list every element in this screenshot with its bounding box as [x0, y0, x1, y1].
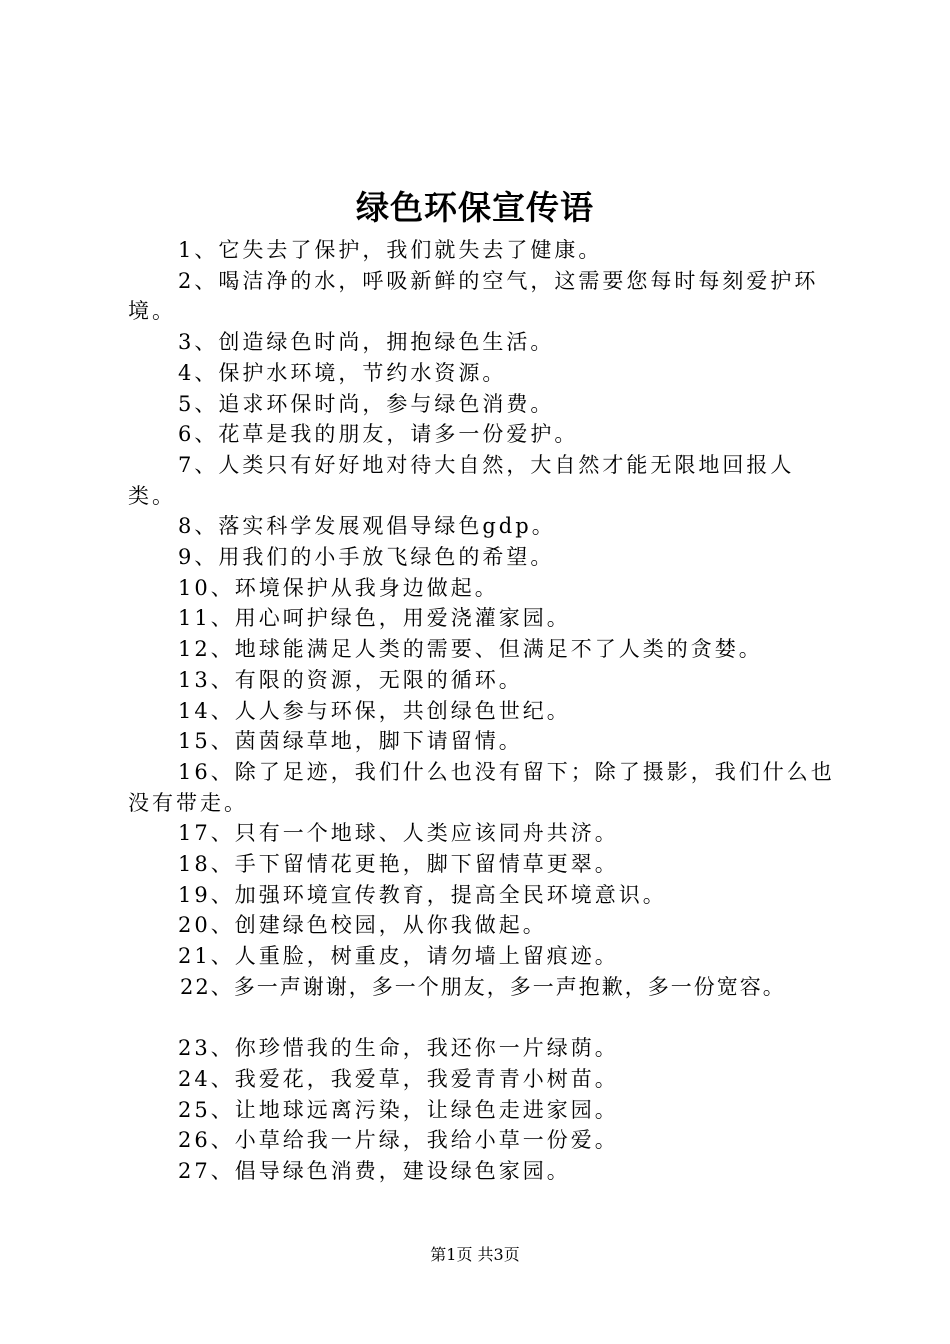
list-item: 11、用心呵护绿色，用爱浇灌家园。 [178, 606, 571, 631]
list-item: 10、环境保护从我身边做起。 [178, 575, 499, 600]
list-item: 22、多一声谢谢，多一个朋友，多一声抱歉，多一份宽容。 [180, 974, 786, 999]
list-item: 14、人人参与环保，共创绿色世纪。 [178, 698, 571, 723]
list-item: 20、创建绿色校园，从你我做起。 [178, 913, 547, 938]
list-item: 27、倡导绿色消费，建设绿色家园。 [178, 1159, 571, 1184]
list-item: 23、你珍惜我的生命，我还你一片绿荫。 [178, 1036, 619, 1061]
list-item: 17、只有一个地球、人类应该同舟共济。 [178, 821, 619, 846]
list-item: 2、喝洁净的水，呼吸新鲜的空气，这需要您每时每刻爱护环境。 [128, 268, 819, 324]
list-item: 24、我爱花，我爱草，我爱青青小树苗。 [178, 1066, 619, 1091]
list-item: 19、加强环境宣传教育，提高全民环境意识。 [178, 882, 667, 907]
list-item: 6、花草是我的朋友，请多一份爱护。 [178, 422, 579, 447]
paragraph-gap [128, 1003, 840, 1034]
list-item: 12、地球能满足人类的需要、但满足不了人类的贪婪。 [178, 637, 763, 662]
list-item: 25、让地球远离污染，让绿色走进家园。 [178, 1097, 619, 1122]
list-item: 15、茵茵绿草地，脚下请留情。 [178, 729, 523, 754]
list-item: 21、人重脸，树重皮，请勿墙上留痕迹。 [178, 944, 619, 969]
document-body [128, 235, 840, 1187]
list-item: 8、落实科学发展观倡导绿色gdp。 [178, 514, 556, 539]
list-item: 4、保护水环境，节约水资源。 [178, 360, 507, 385]
list-item: 3、创造绿色时尚，拥抱绿色生活。 [178, 330, 555, 355]
page-number: 第1页 共3页 [430, 1245, 520, 1264]
list-item: 13、有限的资源，无限的循环。 [178, 667, 523, 692]
list-item: 26、小草给我一片绿，我给小草一份爱。 [178, 1128, 619, 1153]
list-item: 18、手下留情花更艳，脚下留情草更翠。 [178, 852, 619, 877]
list-item: 5、追求环保时尚，参与绿色消费。 [178, 391, 555, 416]
list-item: 1、它失去了保护，我们就失去了健康。 [178, 238, 603, 262]
list-item: 7、人类只有好好地对待大自然，大自然才能无限地回报人类。 [128, 452, 795, 508]
list-item: 9、用我们的小手放飞绿色的希望。 [178, 545, 555, 570]
list-item: 16、除了足迹，我们什么也没有留下；除了摄影，我们什么也没有带走。 [128, 759, 835, 815]
document-title: 绿色环保宣传语 [356, 188, 594, 227]
